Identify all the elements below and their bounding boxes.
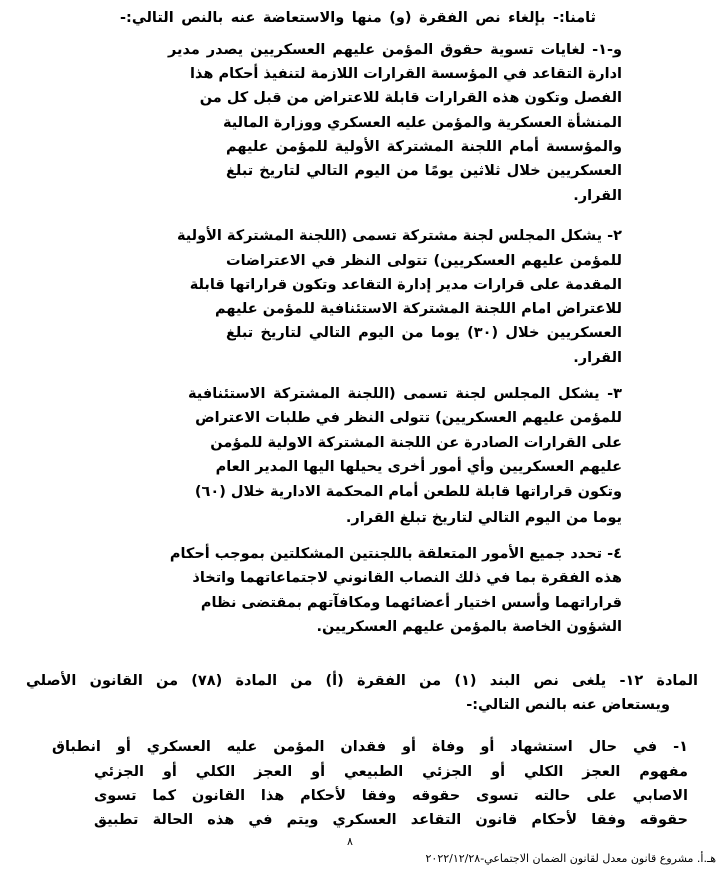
item-2-line-2: للمؤمن عليهم العسكريين) تتولى النظر في الاعتراضات <box>226 253 622 269</box>
item-f-1-line-5: والمؤسسة أمام اللجنة المشتركة الأولية للمؤمن عليهم <box>226 139 622 155</box>
item-f-1-line-2: ادارة التقاعد في المؤسسة القرارات اللازمة لتنفيذ أحكام هذا <box>190 66 622 82</box>
item-5-line-1: ١- في حال استشهاد أو وفاة أو فقدان المؤمن عليه العسكري أو انطباق <box>52 739 688 755</box>
item-5-line-4: حقوقه وفقا لأحكام قانون التقاعد العسكري ويتم في هذه الحالة تطبيق <box>94 812 688 828</box>
item-3-line-6: يوما من اليوم التالي لتاريخ تبلغ القرار. <box>345 510 622 526</box>
article-12-line-2: ويستعاض عنه بالنص التالي:- <box>466 697 670 713</box>
item-f-1-line-1: و-١- لغايات تسوية حقوق المؤمن عليهم العسكريين يصدر مدير <box>168 42 622 58</box>
item-2-line-6: القرار. <box>573 350 622 366</box>
item-2-line-3: المقدمة على قرارات مدير إدارة التقاعد وتكون قراراتها قابلة <box>189 277 622 293</box>
item-f-1-line-3: الفصل وتكون هذه القرارات قابلة للاعتراض من قبل كل من <box>199 90 622 106</box>
item-3-line-3: على القرارات الصادرة عن اللجنة المشتركة الاولية للمؤمن <box>210 435 622 451</box>
item-3-line-2: للمؤمن عليهم العسكريين) تتولى النظر في طلبات الاعتراض <box>195 410 622 426</box>
item-4-line-4: الشؤون الخاصة بالمؤمن عليهم العسكريين. <box>316 619 622 635</box>
item-4-line-2: هذه الفقرة بما في ذلك النصاب القانوني لاجتماعاتهما واتخاذ <box>192 570 622 586</box>
article-12-line-1: المادة ١٢- يلغى نص البند (١) من الفقرة (أ) من المادة (٧٨) من القانون الأصلي <box>26 673 698 689</box>
item-3-line-5: وتكون قراراتها قابلة للطعن أمام المحكمة الادارية خلال (٦٠) <box>194 484 622 500</box>
page-number: ٨ <box>347 835 353 848</box>
item-f-1-line-7: القرار. <box>573 188 622 204</box>
item-2-line-4: للاعتراض امام اللجنة المشتركة الاستئنافية للمؤمن عليهم <box>215 301 622 317</box>
item-2-line-1: ٢- يشكل المجلس لجنة مشتركة تسمى (اللجنة المشتركة الأولية <box>176 228 622 244</box>
item-4-line-3: قراراتهما وأسس اختيار أعضائهما ومكافآتهم بمقتضى نظام <box>200 595 622 611</box>
item-3-line-4: عليهم العسكريين وأي أمور أخرى يحيلها اليها المدير العام <box>215 459 622 475</box>
footer-note: هـ.أ. مشروع قانون معدل لقانون الضمان الاجتماعي-٢٠٢٢/١٢/٢٨ <box>425 852 716 865</box>
item-f-1-line-6: العسكريين خلال ثلاثين يومًا من اليوم التالي لتاريخ تبلغ <box>226 163 622 179</box>
section-eight-heading: ثامنا:- بإلغاء نص الفقرة (و) منها والاستعاضة عنه بالنص التالي:- <box>120 10 596 26</box>
item-5-line-2: مفهوم العجز الكلي أو الجزئي الطبيعي أو العجز الكلي أو الجزئي <box>94 764 688 780</box>
item-f-1-line-4: المنشأة العسكرية والمؤمن عليه العسكري ووزارة المالية <box>222 115 622 131</box>
item-4-line-1: ٤- تحدد جميع الأمور المتعلقة باللجنتين المشكلتين بموجب أحكام <box>169 546 622 562</box>
item-2-line-5: العسكريين خلال (٣٠) يوما من اليوم التالي لتاريخ تبلغ <box>226 325 622 341</box>
item-5-line-3: الاصابي على حالته تسوى حقوقه وفقا لأحكام هذا القانون كما تسوى <box>94 788 688 804</box>
item-3-line-1: ٣- يشكل المجلس لجنة تسمى (اللجنة المشتركة الاستئنافية <box>188 386 622 402</box>
